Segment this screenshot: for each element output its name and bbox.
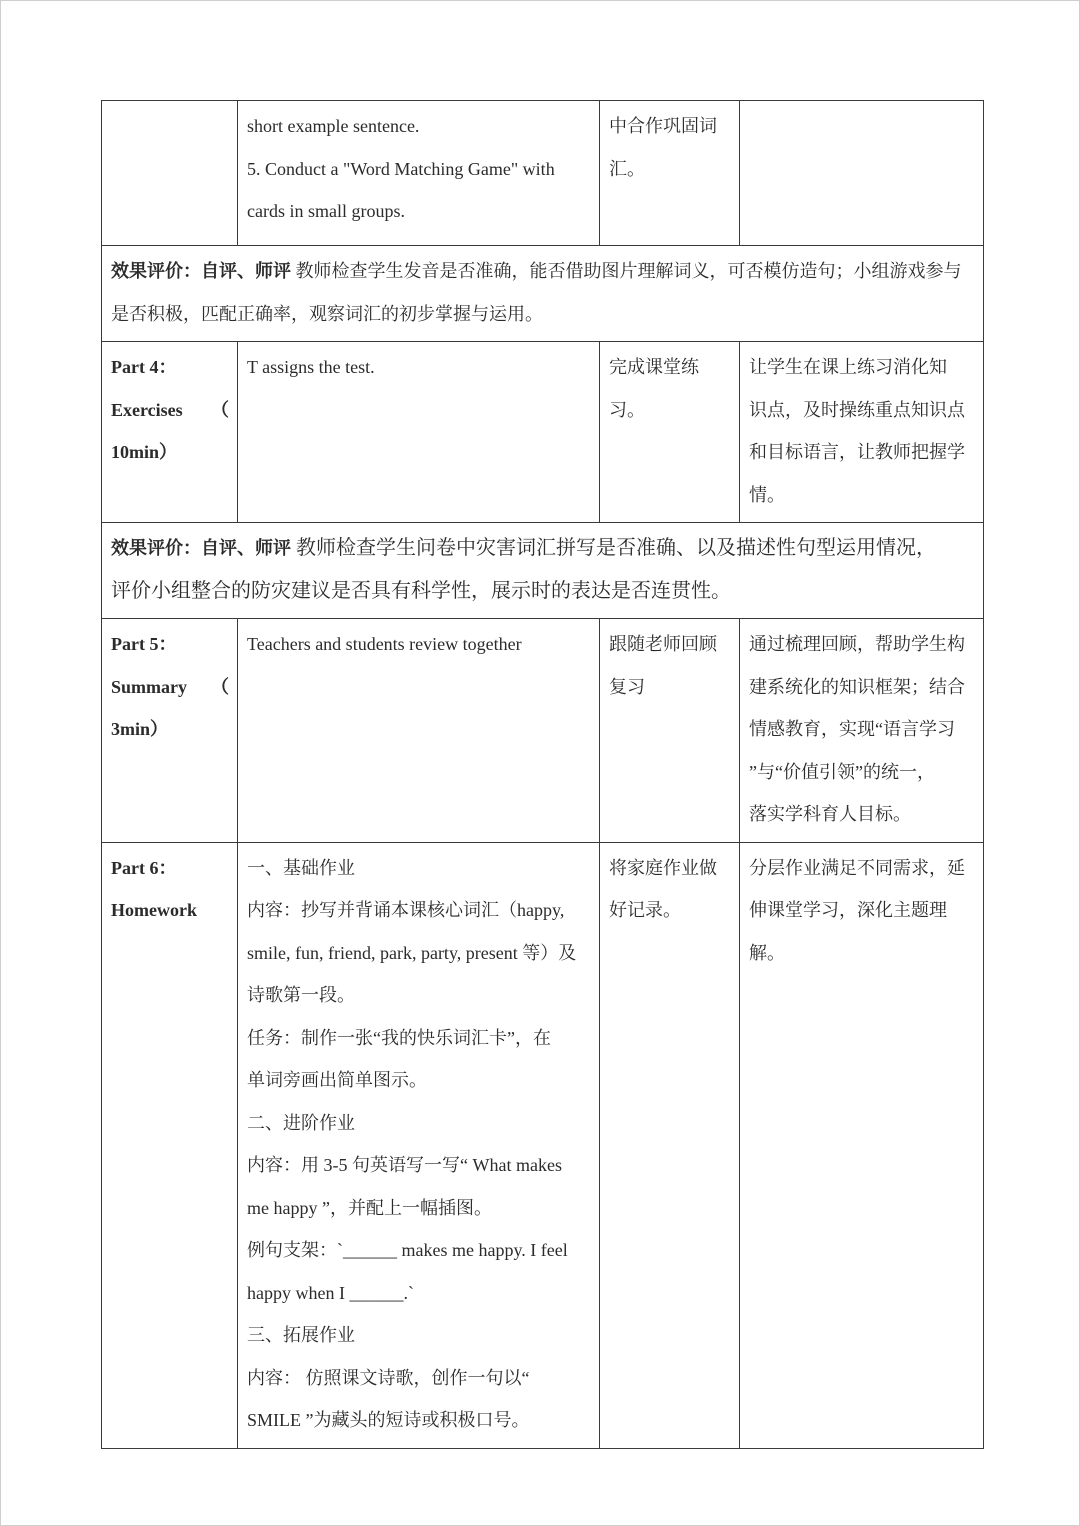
student-line: 习。	[609, 399, 645, 420]
activity-line: 内容：抄写并背诵本课核心词汇（happy,	[247, 900, 565, 920]
stage-cell	[102, 842, 238, 1448]
evaluation-text: 教师检查学生问卷中灾害词汇拼写是否准确、以及描述性句型运用情况，	[291, 537, 936, 559]
purpose-cell	[740, 842, 984, 1448]
purpose-line: 识点，及时操练重点知识点	[749, 399, 965, 420]
student-line: 中合作巩固词	[609, 116, 717, 136]
table-row-evaluation	[102, 246, 984, 342]
purpose-line: 让学生在课上练习消化知	[749, 357, 947, 377]
purpose-cell-empty	[740, 101, 984, 246]
purpose-line: 分层作业满足不同需求，延	[749, 857, 965, 878]
activity-line: 单词旁画出简单图示。	[247, 1070, 427, 1090]
purpose-line: 和目标语言，让教师把握学	[749, 442, 965, 462]
activity-line: 例句支架：`______ makes me happy. I feel	[247, 1240, 568, 1260]
evaluation-cell	[102, 523, 984, 619]
student-activity-cell	[600, 101, 740, 246]
teacher-activity-cell	[238, 619, 600, 843]
activity-line: 三、拓展作业	[247, 1325, 355, 1345]
paren-open: （	[211, 676, 229, 697]
teacher-activity-cell	[238, 342, 600, 523]
table-row-part-4	[102, 342, 984, 523]
activity-line: me happy ”，并配上一幅插图。	[247, 1197, 492, 1218]
table-row-evaluation	[102, 523, 984, 619]
activity-line: short example sentence.	[247, 116, 420, 136]
table-row-part-5	[102, 619, 984, 843]
activity-line: 内容： 仿照课文诗歌，创作一句以“	[247, 1367, 530, 1388]
part-title: Part 4：	[111, 357, 177, 377]
stage-cell-empty	[102, 101, 238, 246]
purpose-line: ”与“价值引领”的统一，	[749, 761, 935, 782]
student-activity-cell	[600, 342, 740, 523]
evaluation-label: 效果评价：自评、师评	[111, 261, 291, 281]
student-activity-cell	[600, 619, 740, 843]
student-line: 完成课堂练	[609, 357, 699, 377]
part-duration: 3min）	[111, 719, 169, 739]
purpose-line: 建系统化的知识框架；结合	[749, 676, 965, 697]
activity-line: 诗歌第一段。	[247, 985, 355, 1005]
evaluation-cell	[102, 246, 984, 342]
purpose-line: 解。	[749, 942, 785, 963]
activity-line: happy when I ______.`	[247, 1282, 414, 1303]
activity-line: 一、基础作业	[247, 857, 355, 878]
activity-line: cards in small groups.	[247, 201, 405, 221]
paren-open: （	[211, 399, 229, 420]
evaluation-text: 教师检查学生发音是否准确，能否借助图片理解词义，可否模仿造句；小组游戏参与	[291, 261, 962, 281]
student-line: 好记录。	[609, 900, 681, 920]
purpose-line: 伸课堂学习，深化主题理	[749, 900, 947, 920]
purpose-line: 通过梳理回顾，帮助学生构	[749, 634, 965, 654]
teacher-activity-cell	[238, 842, 600, 1448]
purpose-line: 情感教育，实现“语言学习	[749, 719, 955, 739]
activity-line: smile, fun, friend, park, party, present 等）及	[247, 942, 577, 963]
evaluation-text: 评价小组整合的防灾建议是否具有科学性，展示时的表达是否连贯性。	[111, 579, 731, 602]
student-activity-cell	[600, 842, 740, 1448]
part-name: Homework	[111, 900, 197, 920]
student-line: 跟随老师回顾	[609, 634, 717, 654]
part-title: Part 5：	[111, 634, 177, 654]
stage-cell	[102, 342, 238, 523]
teacher-activity-cell	[238, 101, 600, 246]
activity-line: Teachers and students review together	[247, 634, 522, 654]
purpose-line: 情。	[749, 484, 785, 505]
activity-line: 5. Conduct a "Word Matching Game" with	[247, 158, 555, 179]
table-row-part-6	[102, 842, 984, 1448]
table-row-continuation	[102, 101, 984, 246]
purpose-line: 落实学科育人目标。	[749, 804, 911, 824]
activity-line: 二、进阶作业	[247, 1112, 355, 1133]
student-line: 将家庭作业做	[609, 857, 717, 878]
activity-line: T assigns the test.	[247, 357, 375, 377]
evaluation-text: 是否积极，匹配正确率，观察词汇的初步掌握与运用。	[111, 303, 543, 324]
student-line: 汇。	[609, 158, 645, 179]
purpose-cell	[740, 342, 984, 523]
lesson-plan-table	[101, 100, 984, 1449]
student-line: 复习	[609, 676, 645, 697]
part-name: Exercises	[111, 399, 183, 420]
part-title: Part 6：	[111, 857, 177, 878]
purpose-cell	[740, 619, 984, 843]
evaluation-label: 效果评价：自评、师评	[111, 538, 291, 558]
activity-line: 任务：制作一张“我的快乐词汇卡”，在	[247, 1027, 551, 1048]
part-duration: 10min）	[111, 442, 178, 462]
activity-line: 内容：用 3-5 句英语写一写“ What makes	[247, 1155, 562, 1175]
activity-line: SMILE ”为藏头的短诗或积极口号。	[247, 1410, 530, 1430]
part-name: Summary	[111, 676, 187, 697]
stage-cell	[102, 619, 238, 843]
